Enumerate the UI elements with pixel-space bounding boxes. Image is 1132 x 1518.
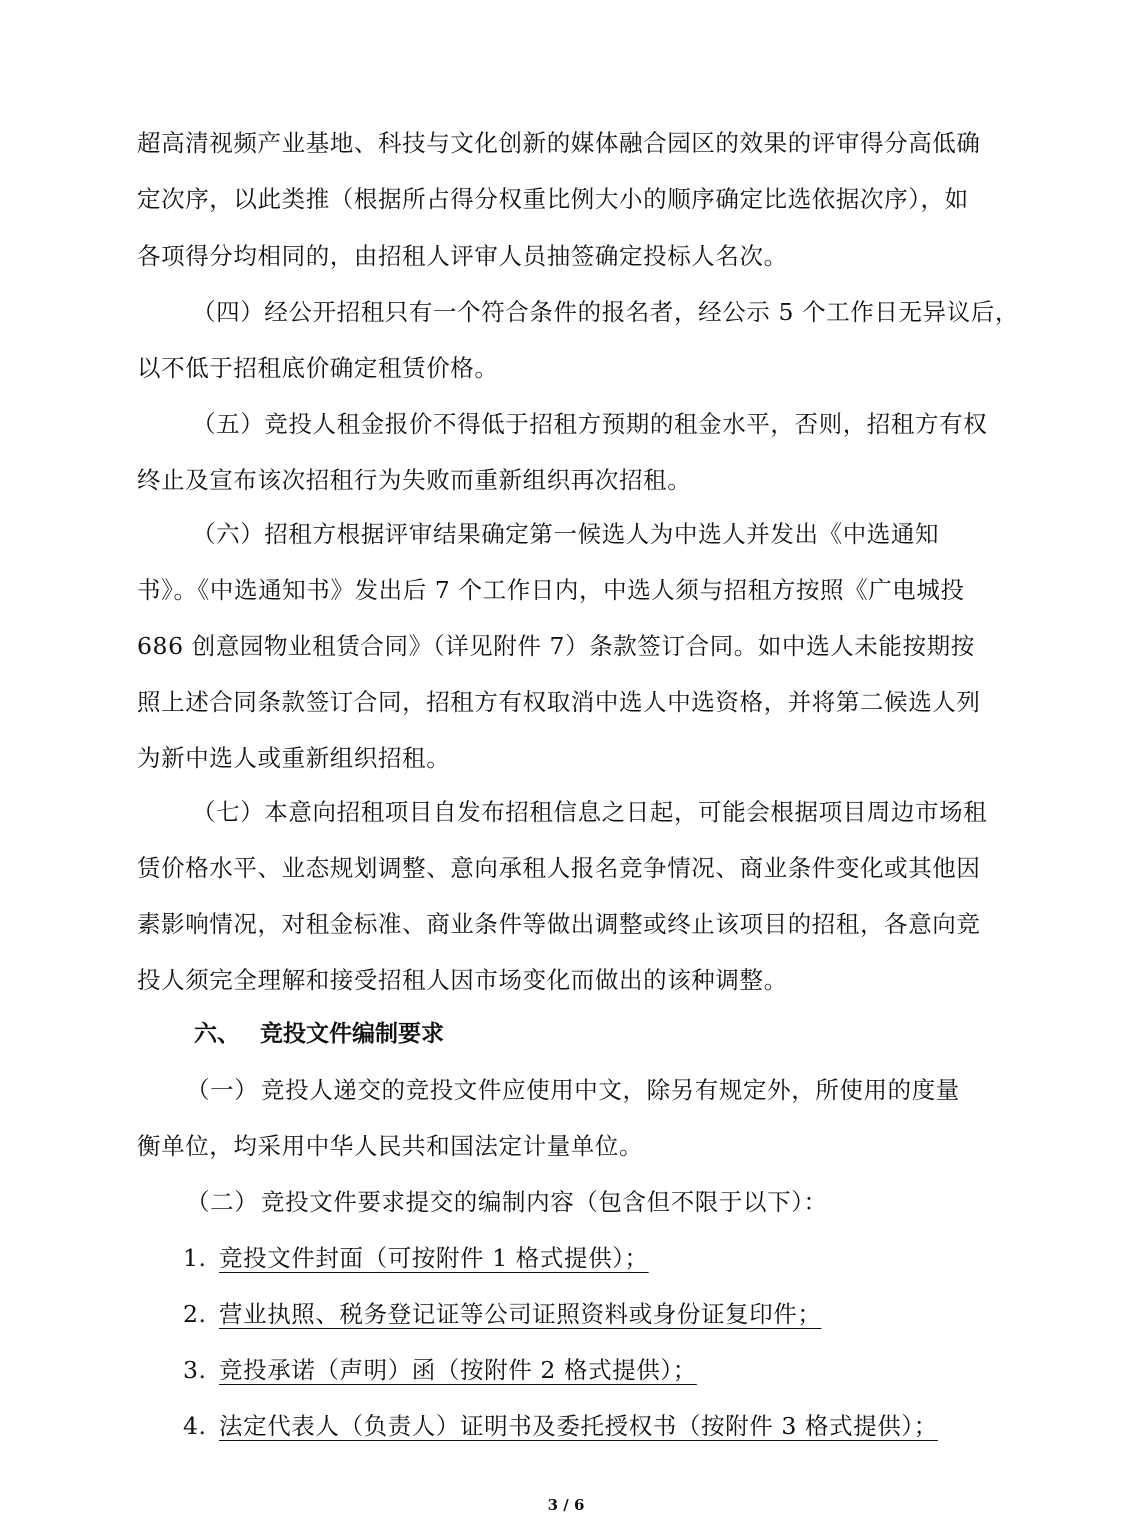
- paragraph-line: 以不低于招租底价确定租赁价格。: [137, 354, 499, 382]
- subsection-text: 竞投文件要求提交的编制内容（包含但不限于以下）：: [261, 1188, 828, 1216]
- list-item: [183, 1410, 938, 1442]
- paragraph-line: 686 创意园物业租赁合同》（详见附件 7）条款签订合同。如中选人未能按期按: [137, 632, 975, 660]
- paragraph-line: 各项得分均相同的，由招租人评审人员抽签确定投标人名次。: [137, 242, 788, 270]
- subsection-line: [186, 1074, 960, 1106]
- subsection-text: 竞投人递交的竞投文件应使用中文，除另有规定外，所使用的度量: [261, 1076, 960, 1104]
- list-item-text: 营业执照、税务登记证等公司证照资料或身份证复印件；: [219, 1300, 822, 1328]
- paragraph-line: 为新中选人或重新组织招租。: [137, 744, 451, 772]
- paragraph-line: （四）经公开招租只有一个符合条件的报名者，经公示 5 个工作日无异议后，: [192, 298, 1019, 326]
- paragraph-line: 终止及宣布该次招租行为失败而重新组织再次招租。: [137, 466, 692, 494]
- paragraph-line: 定次序，以此类推（根据所占得分权重比例大小的顺序确定比选依据次序），如: [137, 185, 969, 213]
- paragraph-line: （六）招租方根据评审结果确定第一候选人为中选人并发出《中选通知: [192, 520, 940, 548]
- paragraph-line: （五）竞投人租金报价不得低于招租方预期的租金水平，否则，招租方有权: [192, 410, 988, 438]
- paragraph-line: 赁价格水平、业态规划调整、意向承租人报名竞争情况、商业条件变化或其他因: [137, 854, 981, 882]
- section-number: 六、: [194, 1021, 240, 1047]
- list-item-number: 4.: [183, 1412, 207, 1440]
- subsection-line: [186, 1186, 828, 1218]
- list-item-number: 2.: [183, 1300, 207, 1328]
- list-item: [183, 1298, 822, 1330]
- paragraph-line: 书》。《中选通知书》发出后 7 个工作日内，中选人须与招租方按照《广电城投: [137, 576, 965, 604]
- list-item-text: 法定代表人（负责人）证明书及委托授权书（按附件 3 格式提供）；: [219, 1412, 938, 1440]
- paragraph-line: （七）本意向招租项目自发布招租信息之日起，可能会根据项目周边市场租: [192, 798, 988, 826]
- list-item-text: 竞投承诺（声明）函（按附件 2 格式提供）；: [219, 1356, 697, 1384]
- section-heading: [194, 1018, 444, 1050]
- section-title: 竞投文件编制要求: [260, 1021, 444, 1047]
- page-number: 3 / 6: [547, 1496, 585, 1514]
- list-item-number: 3.: [183, 1356, 207, 1384]
- list-item: [183, 1354, 697, 1386]
- paragraph-line: 素影响情况，对租金标准、商业条件等做出调整或终止该项目的招租，各意向竞: [137, 910, 981, 938]
- subsection-number: （二）: [186, 1188, 259, 1216]
- subsection-number: （一）: [186, 1076, 259, 1104]
- list-item-number: 1.: [183, 1244, 207, 1272]
- paragraph-line: 超高清视频产业基地、科技与文化创新的媒体融合园区的效果的评审得分高低确: [137, 129, 981, 157]
- paragraph-line: 衡单位，均采用中华人民共和国法定计量单位。: [137, 1132, 644, 1160]
- list-item-text: 竞投文件封面（可按附件 1 格式提供）；: [219, 1244, 649, 1272]
- list-item: [183, 1242, 649, 1274]
- paragraph-line: 投人须完全理解和接受招租人因市场变化而做出的该种调整。: [137, 966, 788, 994]
- paragraph-line: 照上述合同条款签订合同，招租方有权取消中选人中选资格，并将第二候选人列: [137, 688, 981, 716]
